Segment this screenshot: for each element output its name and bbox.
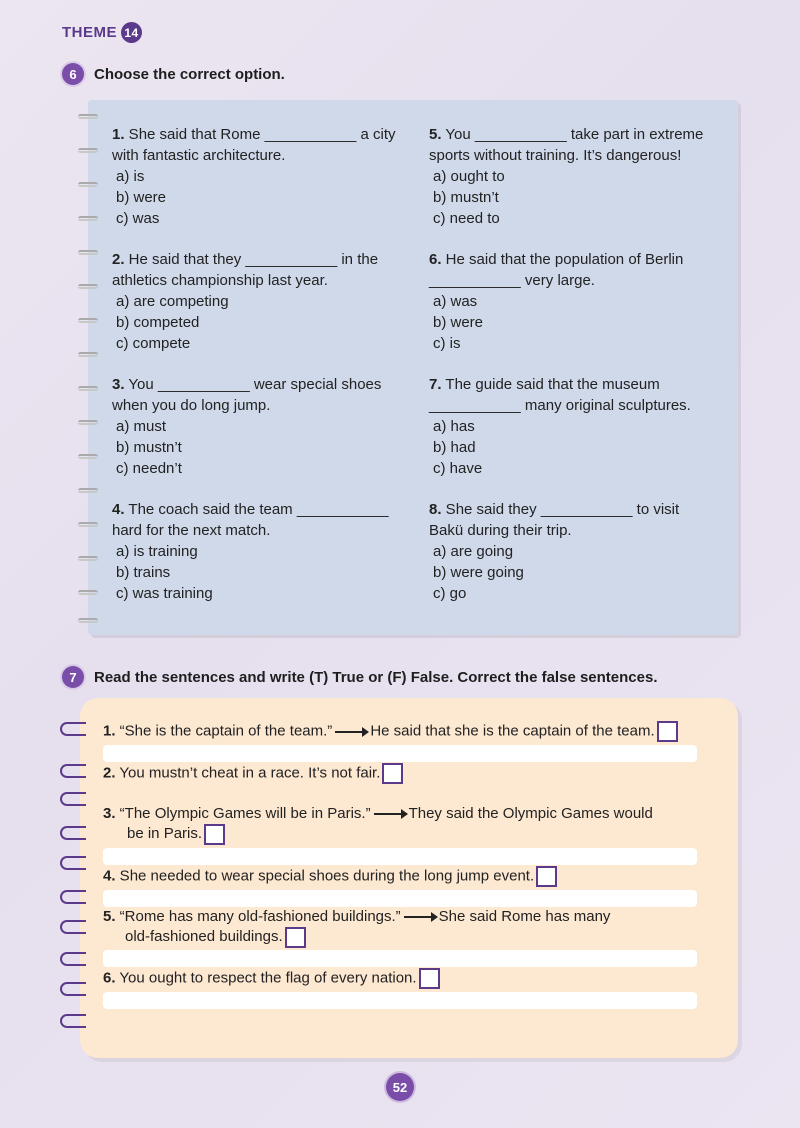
option-b[interactable]: b) were going bbox=[433, 564, 524, 581]
option-a[interactable]: a) must bbox=[116, 418, 167, 435]
exercise-7-number: 7 bbox=[62, 666, 84, 688]
correction-line[interactable] bbox=[103, 890, 697, 907]
exercise-6-instruction: Choose the correct option. bbox=[94, 65, 285, 83]
tf-item-3: 3. “The Olympic Games will be in Paris.” They said the Olympic Games would be in Paris. bbox=[103, 804, 653, 845]
question-5: 5. You ___________ take part in extreme sports without training. It’s dangerous! a) ought to b) mustn’t c) need to bbox=[429, 126, 704, 227]
question-3: 3. You ___________ wear special shoes when you do long jump. a) must b) mustn’t c) needn’t bbox=[112, 376, 382, 477]
theme-number-badge: 14 bbox=[121, 22, 142, 43]
option-c[interactable]: c) was bbox=[116, 210, 160, 227]
spiral-binding bbox=[78, 108, 100, 628]
arrow-icon bbox=[374, 813, 406, 815]
tf-item-4: 4. She needed to wear special shoes during the long jump event. bbox=[103, 866, 557, 887]
tf-item-2: 2. You mustn’t cheat in a race. It’s not fair. bbox=[103, 763, 403, 784]
option-b[interactable]: b) were bbox=[116, 189, 167, 206]
tf-item-6: 6. You ought to respect the flag of every nation. bbox=[103, 968, 440, 989]
exercise-7-instruction: Read the sentences and write (T) True or (F) False. Correct the false sentences. bbox=[94, 668, 658, 686]
option-c[interactable]: c) go bbox=[433, 585, 467, 602]
option-c[interactable]: c) need to bbox=[433, 210, 500, 227]
option-a[interactable]: a) are competing bbox=[116, 293, 229, 310]
tf-item-1: 1. “She is the captain of the team.” He said that she is the captain of the team. bbox=[103, 721, 678, 742]
option-a[interactable]: a) was bbox=[433, 293, 478, 310]
correction-line[interactable] bbox=[103, 950, 697, 967]
option-c[interactable]: c) is bbox=[433, 335, 461, 352]
correction-line[interactable] bbox=[103, 745, 697, 762]
exercise-6-heading bbox=[62, 63, 285, 85]
option-a[interactable]: a) has bbox=[433, 418, 475, 435]
correction-line[interactable] bbox=[103, 848, 697, 865]
option-b[interactable]: b) trains bbox=[116, 564, 171, 581]
tf-answer-box[interactable] bbox=[419, 968, 440, 989]
tf-item-5: 5. “Rome has many old-fashioned buildings.” She said Rome has many old-fashioned buildings. bbox=[103, 907, 610, 948]
question-1: 1. She said that Rome ___________ a city with fantastic architecture. a) is b) were c) was bbox=[112, 126, 396, 227]
option-c[interactable]: c) needn’t bbox=[116, 460, 182, 477]
option-c[interactable]: c) have bbox=[433, 460, 483, 477]
theme-label: THEME bbox=[62, 24, 117, 41]
tf-answer-box[interactable] bbox=[285, 927, 306, 948]
exercise-6-number: 6 bbox=[62, 63, 84, 85]
question-4: 4. The coach said the team ___________ hard for the next match. a) is training b) trains c) was training bbox=[112, 501, 389, 602]
question-6: 6. He said that the population of Berlin ___________ very large. a) was b) were c) is bbox=[429, 251, 684, 352]
option-b[interactable]: b) competed bbox=[116, 314, 200, 331]
arrow-icon bbox=[404, 916, 436, 918]
tf-answer-box[interactable] bbox=[382, 763, 403, 784]
question-7: 7. The guide said that the museum ___________ many original sculptures. a) has b) had c) have bbox=[429, 376, 691, 477]
option-c[interactable]: c) compete bbox=[116, 335, 191, 352]
question-2: 2. He said that they ___________ in the athletics championship last year. a) are competing b) competed c) compete bbox=[112, 251, 379, 352]
question-8: 8. She said they ___________ to visit Bakü during their trip. a) are going b) were going c) go bbox=[429, 501, 680, 602]
tf-answer-box[interactable] bbox=[536, 866, 557, 887]
exercise-7-heading bbox=[62, 666, 658, 688]
page-number: 52 bbox=[386, 1073, 414, 1101]
option-b[interactable]: b) mustn’t bbox=[433, 189, 499, 206]
tf-answer-box[interactable] bbox=[657, 721, 678, 742]
option-a[interactable]: a) are going bbox=[433, 543, 514, 560]
correction-line[interactable] bbox=[103, 992, 697, 1009]
option-a[interactable]: a) is bbox=[116, 168, 145, 185]
option-c[interactable]: c) was training bbox=[116, 585, 213, 602]
option-b[interactable]: b) were bbox=[433, 314, 484, 331]
option-b[interactable]: b) had bbox=[433, 439, 476, 456]
option-a[interactable]: a) is training bbox=[116, 543, 198, 560]
arrow-icon bbox=[335, 731, 367, 733]
option-a[interactable]: a) ought to bbox=[433, 168, 505, 185]
tf-answer-box[interactable] bbox=[204, 824, 225, 845]
theme-header bbox=[62, 22, 142, 43]
ring-binding bbox=[60, 722, 94, 1032]
option-b[interactable]: b) mustn’t bbox=[116, 439, 182, 456]
